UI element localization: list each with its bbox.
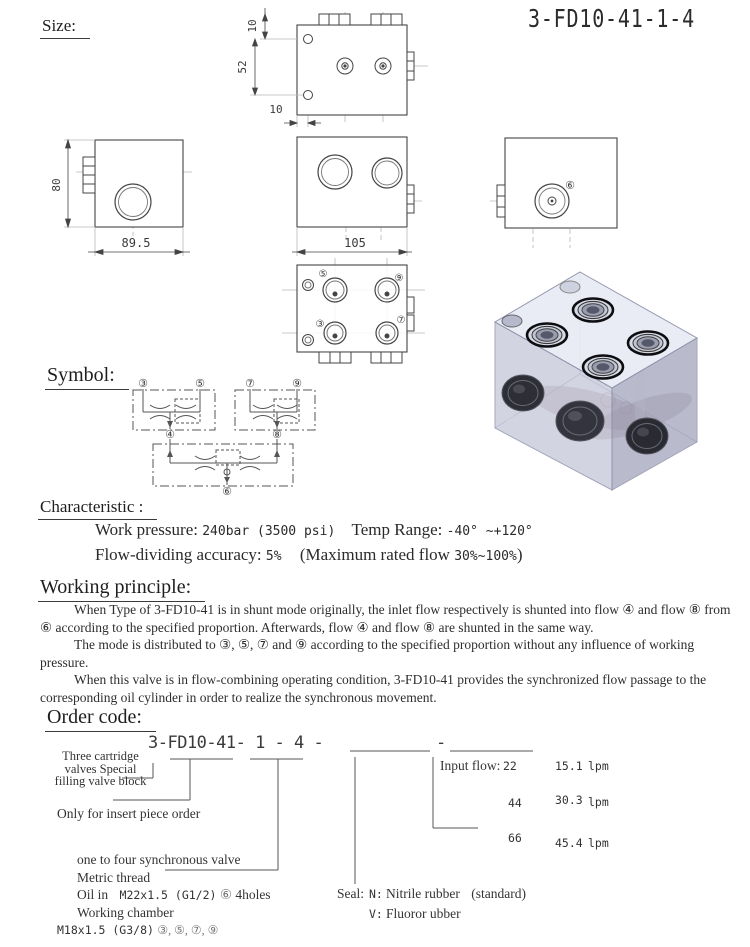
side-view-port6-label: ⑥: [565, 179, 575, 192]
bottom-view-port3-label: ③: [315, 319, 325, 330]
label-chamber-spec: M18x1.5 (G3/8) ③, ⑤, ⑦, ⑨: [57, 923, 219, 937]
seal-label: Seal:: [337, 886, 364, 901]
dim-left-52: 52: [236, 60, 249, 74]
order-code-text: 3-FD10-41- 1 - 4 -: [148, 733, 324, 753]
left-view-plug: [83, 157, 95, 193]
working-principle-paragraph-3: When this valve is in flow-combining operating condition, 3-FD10-41 provides the synchronized flow passage to the corresponding oil cylinder in order to realize the synchronous movement.: [40, 672, 707, 705]
symbol-port7-label: ⑦: [245, 377, 255, 390]
symbol-port4-label: ④: [165, 428, 175, 441]
input-flow-row3-unit: lpm: [588, 836, 609, 850]
oil-in-holes: 4holes: [235, 887, 271, 902]
dim-width-89-5: 89.5: [121, 236, 151, 250]
characteristic-line2: [95, 545, 523, 565]
bottom-view-port5-label: ⑤: [318, 269, 328, 280]
bottom-view-port9-label: ⑨: [394, 273, 404, 284]
symbol-heading: [45, 364, 129, 390]
label-oil-in: Oil in M22x1.5 (G1/2) ⑥ 4holes: [77, 887, 271, 902]
label-synchronous-valve: one to four synchronous valve: [77, 852, 241, 867]
dim-top-10: 10: [246, 19, 259, 33]
size-heading: [40, 16, 90, 39]
left-view-block: [95, 140, 183, 227]
max-flow-note-suffix: ): [516, 545, 523, 564]
symbol-port8-label: ⑧: [272, 428, 282, 441]
seal-option-v-desc: Fluoror ubber: [386, 906, 461, 921]
side-view-drawing: [485, 130, 635, 262]
top-view-drawing: [236, 5, 432, 132]
order-code-heading-text: Order code:: [45, 706, 156, 732]
label-three-cartridge: Three cartridge valves Special filling valve block: [54, 749, 147, 788]
symbol-port5-label: ⑤: [195, 377, 205, 390]
max-flow-note-prefix: (Maximum rated flow: [299, 545, 455, 564]
dim-height-80: 80: [50, 178, 63, 192]
input-flow-row2-unit: lpm: [588, 795, 609, 809]
symbol-port3-label: ③: [138, 377, 148, 390]
characteristic-heading: [38, 497, 157, 520]
working-principle-paragraph-1: When Type of 3-FD10-41 is in shunt mode originally, the inlet flow respectively is shunted into flow ④ and flow ⑧ from ⑥ according to the specified proportion. Afterwards, flow ④ and flow ⑧ are shunted in the same way.: [40, 602, 731, 635]
front-view-block: [297, 137, 407, 227]
order-code-separator: -: [436, 733, 447, 753]
chamber-ports: ③, ⑤, ⑦, ⑨: [157, 923, 219, 937]
symbol-heading-text: Symbol:: [45, 364, 129, 390]
flow-accuracy-value: 5%: [265, 549, 282, 564]
top-view-bolts: [319, 14, 402, 25]
front-view-drawing: [285, 130, 435, 267]
label-working-chamber: Working chamber: [77, 905, 174, 920]
temp-range-value: -40° ~+120°: [446, 524, 533, 539]
label-insert-piece: Only for insert piece order: [57, 806, 201, 821]
size-heading-text: Size:: [40, 16, 90, 39]
side-view-block: [505, 138, 617, 228]
dim-width-105: 105: [344, 236, 366, 250]
label-metric-thread: Metric thread: [77, 870, 151, 885]
input-flow-row1-code: 22: [503, 759, 517, 773]
max-flow-value: 30%~100%: [454, 549, 517, 564]
seal-option-n-desc: Nitrile rubber (standard): [386, 886, 526, 901]
left-view-drawing: [50, 128, 270, 265]
bottom-view-port7-label: ⑦: [396, 315, 406, 326]
symbol-port9-label: ⑨: [292, 377, 302, 390]
input-flow-row3-value: 45.4: [555, 836, 583, 850]
seal-option-v-code: V:: [369, 907, 383, 921]
working-principle-paragraph-2: The mode is distributed to ③, ⑤, ⑦ and ⑨ according to the specified proportion without any influence of working pressure.: [40, 637, 695, 670]
work-pressure-label: Work pressure:: [95, 520, 198, 539]
temp-range-label: Temp Range:: [351, 520, 443, 539]
bottom-view-drawing: [268, 255, 433, 377]
seal-option-n-standard: (standard): [471, 886, 526, 901]
valve-block-3d-render: [490, 258, 705, 510]
input-flow-row3-code: 66: [508, 831, 522, 845]
working-principle-heading: [38, 576, 205, 602]
characteristic-heading-text: Characteristic :: [38, 497, 157, 520]
working-principle-text: [40, 601, 732, 706]
product-code: 3-FD10-41-1-4: [528, 4, 695, 33]
input-flow-row2-code: 44: [508, 796, 522, 810]
hydraulic-symbol-schematic: [118, 372, 353, 502]
characteristic-line1: [95, 520, 533, 540]
input-flow-row1-unit: lpm: [588, 759, 609, 773]
working-principle-heading-text: Working principle:: [38, 576, 205, 602]
input-flow-label: Input flow:: [440, 758, 501, 773]
dim-bottom-10: 10: [269, 103, 283, 116]
oil-in-spec: M22x1.5 (G1/2): [119, 888, 217, 902]
seal-option-n-code: N:: [369, 887, 383, 901]
oil-in-port6-label: ⑥: [219, 887, 232, 902]
work-pressure-value: 240bar (3500 psi): [202, 524, 336, 539]
flow-accuracy-label: Flow-dividing accuracy:: [95, 545, 262, 564]
input-flow-row1-value: 15.1: [555, 759, 583, 773]
symbol-port6-label: ⑥: [222, 485, 232, 498]
input-flow-row2-value: 30.3: [555, 793, 583, 807]
